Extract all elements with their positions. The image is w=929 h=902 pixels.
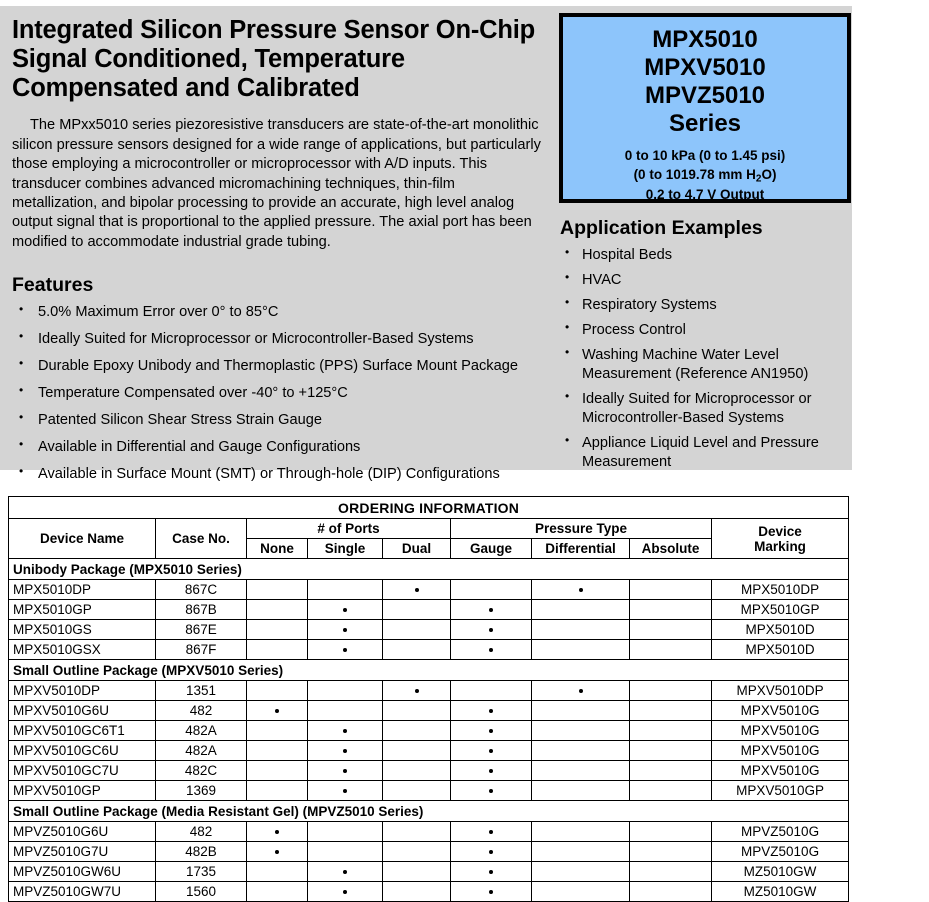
cell-pressure-absolute: [630, 862, 712, 882]
cell-pressure-differential: [532, 620, 630, 640]
column-header-device-name: Device Name: [9, 519, 156, 559]
application-list-item: • Appliance Liquid Level and Pressure Measurement: [560, 434, 850, 472]
cell-pressure-gauge: [451, 862, 532, 882]
cell-pressure-differential: [532, 721, 630, 741]
cell-pressure-absolute: [630, 681, 712, 701]
cell-pressure-gauge: [451, 580, 532, 600]
cell-ports-dual: [383, 862, 451, 882]
bullet-dot-icon: [489, 608, 493, 612]
application-list-item: • Ideally Suited for Microprocessor or Microcontroller-Based Systems: [560, 390, 850, 428]
cell-ports-none: [247, 600, 308, 620]
column-header-ports-dual: Dual: [383, 539, 451, 559]
cell-pressure-gauge: [451, 600, 532, 620]
left-column: [12, 16, 542, 492]
table-header-row-1: [9, 519, 849, 539]
bullet-dot-icon: [489, 769, 493, 773]
part-number-1: MPX5010: [652, 26, 758, 53]
column-header-pressure-differential: Differential: [532, 539, 630, 559]
cell-device-marking: MPX5010D: [712, 640, 849, 660]
cell-device-name: MPVZ5010G6U: [9, 822, 156, 842]
application-list-item: • HVAC: [560, 271, 850, 290]
bullet-dot-icon: [489, 830, 493, 834]
cell-pressure-gauge: [451, 681, 532, 701]
cell-pressure-gauge: [451, 620, 532, 640]
bullet-dot-icon: [489, 709, 493, 713]
bullet-dot-icon: [275, 709, 279, 713]
cell-case-no: 1369: [156, 781, 247, 801]
cell-device-name: MPXV5010GC6T1: [9, 721, 156, 741]
cell-device-name: MPXV5010GC6U: [9, 741, 156, 761]
cell-ports-dual: [383, 580, 451, 600]
device-marking-line-2: Marking: [754, 538, 806, 554]
cell-ports-single: [308, 580, 383, 600]
table-body: [9, 559, 849, 902]
cell-pressure-gauge: [451, 721, 532, 741]
table-row: [9, 882, 849, 902]
cell-pressure-absolute: [630, 640, 712, 660]
table-group-row: [9, 559, 849, 580]
cell-pressure-gauge: [451, 701, 532, 721]
cell-device-marking: MPXV5010G: [712, 761, 849, 781]
cell-ports-single: [308, 600, 383, 620]
bullet-dot-icon: [489, 789, 493, 793]
column-group-header-pressure-type: Pressure Type: [451, 519, 712, 539]
feature-list-item: • Available in Surface Mount (SMT) or Through-hole (DIP) Configurations: [12, 465, 542, 484]
feature-list-item: • Patented Silicon Shear Stress Strain Gauge: [12, 411, 542, 430]
part-spec-water-column: [563, 166, 847, 186]
cell-case-no: 482B: [156, 842, 247, 862]
bullet-dot-icon: [489, 729, 493, 733]
cell-ports-none: [247, 640, 308, 660]
bullet-dot-icon: [343, 749, 347, 753]
cell-pressure-gauge: [451, 761, 532, 781]
cell-device-name: MPX5010GSX: [9, 640, 156, 660]
spec-prefix: (0 to 1019.78 mm H: [633, 166, 756, 182]
cell-case-no: 482: [156, 701, 247, 721]
cell-pressure-gauge: [451, 640, 532, 660]
table-row: [9, 600, 849, 620]
page-title: Integrated Silicon Pressure Sensor On-Chip Signal Conditioned, Temperature Compensated and Calibrated: [12, 16, 535, 102]
cell-pressure-gauge: [451, 822, 532, 842]
cell-pressure-differential: [532, 600, 630, 620]
cell-pressure-differential: [532, 701, 630, 721]
device-marking-line-1: Device: [758, 523, 802, 539]
cell-ports-dual: [383, 640, 451, 660]
cell-pressure-absolute: [630, 701, 712, 721]
table-group-row: [9, 660, 849, 681]
cell-ports-none: [247, 862, 308, 882]
cell-ports-single: [308, 681, 383, 701]
cell-ports-single: [308, 741, 383, 761]
feature-list-item: • Durable Epoxy Unibody and Thermoplastic (PPS) Surface Mount Package: [12, 357, 542, 376]
bullet-dot-icon: [489, 850, 493, 854]
cell-ports-dual: [383, 701, 451, 721]
part-number-3: MPVZ5010: [644, 82, 766, 110]
cell-pressure-gauge: [451, 781, 532, 801]
cell-ports-none: [247, 580, 308, 600]
cell-device-marking: MPVZ5010G: [712, 842, 849, 862]
bullet-dot-icon: [343, 608, 347, 612]
cell-case-no: 867F: [156, 640, 247, 660]
bullet-dot-icon: [489, 648, 493, 652]
ordering-information-table: [8, 496, 849, 902]
feature-list-item: • Ideally Suited for Microprocessor or Microcontroller-Based Systems: [12, 330, 542, 349]
cell-ports-dual: [383, 721, 451, 741]
column-header-device-marking: [712, 519, 849, 559]
bullet-dot-icon: [489, 628, 493, 632]
bullet-dot-icon: [579, 689, 583, 693]
application-list-item: • Respiratory Systems: [560, 296, 850, 315]
application-examples-heading: Application Examples: [560, 217, 763, 239]
cell-device-marking: MPX5010GP: [712, 600, 849, 620]
cell-device-name: MPXV5010G6U: [9, 701, 156, 721]
cell-ports-none: [247, 842, 308, 862]
cell-device-name: MPXV5010DP: [9, 681, 156, 701]
cell-case-no: 867E: [156, 620, 247, 640]
cell-ports-none: [247, 701, 308, 721]
bullet-dot-icon: [489, 749, 493, 753]
cell-case-no: 482: [156, 822, 247, 842]
cell-pressure-absolute: [630, 842, 712, 862]
cell-pressure-absolute: [630, 882, 712, 902]
cell-ports-single: [308, 761, 383, 781]
application-list-item: • Hospital Beds: [560, 246, 850, 265]
cell-device-marking: MPXV5010G: [712, 721, 849, 741]
bullet-dot-icon: [343, 870, 347, 874]
cell-pressure-differential: [532, 862, 630, 882]
cell-case-no: 482C: [156, 761, 247, 781]
bullet-dot-icon: [343, 890, 347, 894]
application-examples-column: [560, 217, 850, 478]
cell-ports-single: [308, 842, 383, 862]
cell-ports-dual: [383, 822, 451, 842]
cell-ports-none: [247, 741, 308, 761]
table-row: [9, 842, 849, 862]
cell-device-marking: MZ5010GW: [712, 882, 849, 902]
bullet-dot-icon: [415, 689, 419, 693]
cell-ports-none: [247, 620, 308, 640]
part-number-callout-box: [559, 13, 851, 203]
cell-device-name: MPX5010GP: [9, 600, 156, 620]
part-spec-output-voltage: 0.2 to 4.7 V Output: [645, 186, 765, 202]
cell-case-no: 1351: [156, 681, 247, 701]
cell-pressure-differential: [532, 842, 630, 862]
cell-ports-none: [247, 882, 308, 902]
table-row: [9, 781, 849, 801]
cell-device-marking: MPXV5010GP: [712, 781, 849, 801]
cell-device-marking: MZ5010GW: [712, 862, 849, 882]
cell-pressure-differential: [532, 882, 630, 902]
cell-case-no: 867C: [156, 580, 247, 600]
bullet-dot-icon: [343, 729, 347, 733]
table-row: [9, 741, 849, 761]
cell-ports-dual: [383, 761, 451, 781]
header-gray-panel: [0, 6, 852, 483]
cell-device-name: MPVZ5010G7U: [9, 842, 156, 862]
table-row: [9, 620, 849, 640]
table-row: [9, 862, 849, 882]
table-group-label: Small Outline Package (MPXV5010 Series): [9, 660, 849, 681]
part-number-2: MPXV5010: [644, 54, 766, 82]
cell-pressure-absolute: [630, 620, 712, 640]
cell-pressure-absolute: [630, 600, 712, 620]
cell-ports-dual: [383, 681, 451, 701]
cell-device-name: MPVZ5010GW7U: [9, 882, 156, 902]
cell-case-no: 482A: [156, 721, 247, 741]
cell-ports-dual: [383, 620, 451, 640]
cell-pressure-differential: [532, 681, 630, 701]
feature-list-item: • 5.0% Maximum Error over 0° to 85°C: [12, 303, 542, 322]
table-title: ORDERING INFORMATION: [9, 497, 849, 519]
cell-device-marking: MPX5010DP: [712, 580, 849, 600]
cell-ports-dual: [383, 741, 451, 761]
cell-ports-dual: [383, 842, 451, 862]
cell-device-name: MPVZ5010GW6U: [9, 862, 156, 882]
cell-ports-dual: [383, 600, 451, 620]
feature-list-item: • Temperature Compensated over -40° to +125°C: [12, 384, 542, 403]
application-examples-list: [560, 246, 850, 472]
feature-list-item: • Available in Differential and Gauge Configurations: [12, 438, 542, 457]
column-group-header-ports: # of Ports: [247, 519, 451, 539]
cell-pressure-absolute: [630, 580, 712, 600]
table-row: [9, 640, 849, 660]
table-row: [9, 580, 849, 600]
cell-case-no: 867B: [156, 600, 247, 620]
table-header: [9, 497, 849, 559]
column-header-pressure-gauge: Gauge: [451, 539, 532, 559]
table-group-row: [9, 801, 849, 822]
part-series-label: Series: [668, 110, 742, 138]
table-group-label: Small Outline Package (Media Resistant Gel) (MPVZ5010 Series): [9, 801, 849, 822]
bullet-dot-icon: [343, 789, 347, 793]
table-row: [9, 721, 849, 741]
table-title-row: [9, 497, 849, 519]
bullet-dot-icon: [415, 588, 419, 592]
bullet-dot-icon: [275, 850, 279, 854]
table-row: [9, 761, 849, 781]
cell-pressure-gauge: [451, 842, 532, 862]
column-header-case-no: Case No.: [156, 519, 247, 559]
cell-ports-single: [308, 781, 383, 801]
intro-paragraph: The MPxx5010 series piezoresistive transducers are state-of-the-art monolithic silicon pressure sensors designed for a wide range of applications, but particularly those employing a microcontroller or microprocessor with A/D inputs. This transducer combines advanced micromachining techniques, thin-film metallization, and bipolar processing to provide an accurate, high level analog output signal that is proportional to the applied pressure. The axial port has been modified to accommodate industrial grade tubing.: [12, 117, 541, 250]
part-spec-pressure-range: 0 to 10 kPa (0 to 1.45 psi): [624, 148, 786, 164]
cell-pressure-gauge: [451, 882, 532, 902]
cell-ports-none: [247, 761, 308, 781]
cell-device-marking: MPXV5010G: [712, 701, 849, 721]
cell-pressure-absolute: [630, 741, 712, 761]
cell-device-marking: MPX5010D: [712, 620, 849, 640]
application-list-item: • Process Control: [560, 321, 850, 340]
bullet-dot-icon: [579, 588, 583, 592]
column-header-ports-none: None: [247, 539, 308, 559]
cell-pressure-differential: [532, 580, 630, 600]
features-list: [12, 303, 542, 484]
cell-pressure-absolute: [630, 822, 712, 842]
bullet-dot-icon: [343, 628, 347, 632]
cell-ports-dual: [383, 781, 451, 801]
cell-case-no: 1735: [156, 862, 247, 882]
cell-pressure-differential: [532, 761, 630, 781]
cell-ports-none: [247, 781, 308, 801]
cell-ports-none: [247, 721, 308, 741]
cell-device-name: MPXV5010GP: [9, 781, 156, 801]
cell-device-name: MPX5010GS: [9, 620, 156, 640]
spec-suffix: O): [761, 166, 777, 182]
cell-ports-single: [308, 822, 383, 842]
cell-pressure-gauge: [451, 741, 532, 761]
cell-ports-none: [247, 681, 308, 701]
cell-case-no: 482A: [156, 741, 247, 761]
cell-device-marking: MPXV5010G: [712, 741, 849, 761]
cell-ports-dual: [383, 882, 451, 902]
cell-device-name: MPXV5010GC7U: [9, 761, 156, 781]
cell-device-marking: MPXV5010DP: [712, 681, 849, 701]
bullet-dot-icon: [275, 830, 279, 834]
cell-device-name: MPX5010DP: [9, 580, 156, 600]
bullet-dot-icon: [343, 769, 347, 773]
cell-ports-single: [308, 701, 383, 721]
bullet-dot-icon: [489, 870, 493, 874]
bullet-dot-icon: [343, 648, 347, 652]
cell-ports-none: [247, 822, 308, 842]
column-header-ports-single: Single: [308, 539, 383, 559]
cell-pressure-differential: [532, 781, 630, 801]
cell-ports-single: [308, 721, 383, 741]
cell-device-marking: MPVZ5010G: [712, 822, 849, 842]
cell-pressure-absolute: [630, 721, 712, 741]
cell-ports-single: [308, 882, 383, 902]
cell-ports-single: [308, 862, 383, 882]
features-heading: Features: [12, 274, 94, 297]
table-row: [9, 701, 849, 721]
column-header-pressure-absolute: Absolute: [630, 539, 712, 559]
cell-case-no: 1560: [156, 882, 247, 902]
cell-ports-single: [308, 620, 383, 640]
spec-subscript: 2: [755, 173, 762, 185]
bullet-dot-icon: [489, 890, 493, 894]
table-row: [9, 822, 849, 842]
application-list-item: • Washing Machine Water Level Measurement (Reference AN1950): [560, 346, 850, 384]
table-row: [9, 681, 849, 701]
cell-pressure-differential: [532, 640, 630, 660]
cell-pressure-absolute: [630, 781, 712, 801]
table-group-label: Unibody Package (MPX5010 Series): [9, 559, 849, 580]
cell-pressure-absolute: [630, 761, 712, 781]
cell-ports-single: [308, 640, 383, 660]
cell-pressure-differential: [532, 822, 630, 842]
cell-pressure-differential: [532, 741, 630, 761]
